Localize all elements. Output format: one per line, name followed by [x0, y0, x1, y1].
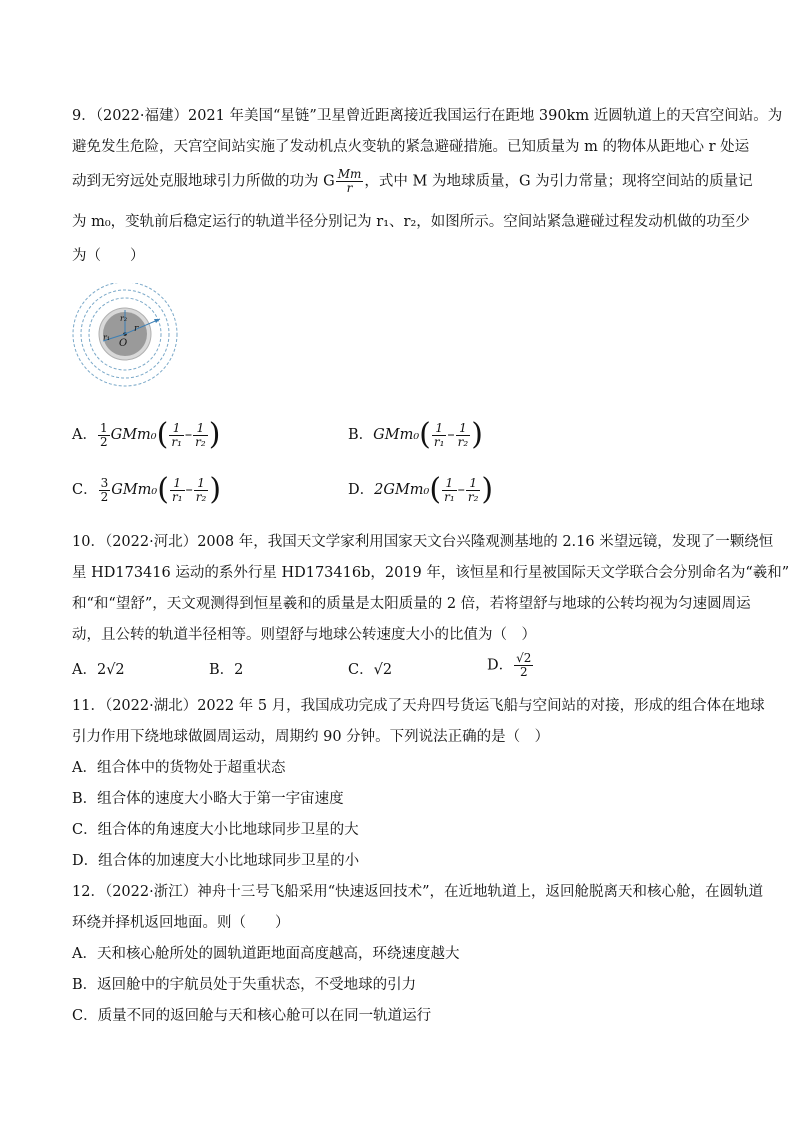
q9-option-b-body: GMm₀ — [373, 427, 420, 443]
q11-line-1: 11．（2022·湖北）2022 年 5 月，我国成功完成了天舟四号货运飞船与空间站的对接，形成的组合体在地球 — [72, 698, 765, 714]
frac-num: 1 — [169, 422, 184, 436]
r2-label: r₂ — [120, 314, 128, 323]
q9-option-a-coef-num: 1 — [99, 420, 108, 435]
q12-option-b: B．返回舱中的宇航员处于失重状态，不受地球的引力 — [72, 977, 417, 993]
frac-den: r₂ — [467, 489, 479, 504]
q10-line-3: 和“和“望舒”，天文观测得到恒星羲和的质量是太阳质量的 2 倍，若将望舒与地球的公转均视为匀速圆周运 — [72, 596, 751, 612]
minus-sign: – — [447, 427, 455, 443]
left-paren: ( — [419, 417, 431, 452]
q11-option-a: A．组合体中的货物处于超重状态 — [72, 760, 286, 776]
q9-option-c-label: C． — [72, 482, 98, 498]
q10-option-c: C．√2 — [348, 662, 393, 678]
q10-option-a: A．2√2 — [72, 662, 125, 678]
q9-line-4: 为 m₀，变轨前后稳定运行的轨道半径分别记为 r₁、r₂，如图所示。空间站紧急避碰过程发动机做的功至少 — [72, 214, 750, 230]
q9-option-a-coef-den: 2 — [99, 434, 108, 449]
q10-line-1: 10．（2022·河北）2008 年，我国天文学家利用国家天文台兴隆观测基地的 2.16 米望远镜，发现了一颗绕恒 — [72, 534, 774, 550]
q10-option-d-num: √2 — [516, 651, 532, 665]
q9-line-1: 9．（2022·福建）2021 年美国“星链”卫星曾近距离接近我国运行在距地 390km 近圆轨道上的天宫空间站。为 — [72, 108, 783, 124]
q10-line-2: 星 HD173416 运动的系外行星 HD173416b，2019 年，该恒星和行星被国际天文学联合会分别命名为“羲和” — [72, 565, 790, 581]
frac-1-r2 — [456, 422, 471, 449]
q10-option-d-label: D． — [487, 657, 514, 674]
frac-num: 1 — [194, 477, 209, 491]
q11-line-2: 引力作用下绕地球做圆周运动，周期约 90 分钟。下列说法正确的是（ ） — [72, 729, 550, 745]
left-paren: ( — [156, 417, 169, 452]
minus-sign: – — [457, 482, 465, 498]
q9-option-c-coef-num: 3 — [100, 475, 109, 490]
q9-option-b — [348, 417, 483, 452]
q9-option-a-coef — [98, 422, 110, 449]
frac-1-r1 — [442, 477, 457, 504]
frac-den: r₁ — [171, 434, 182, 449]
q9-line-2: 避免发生危险，天宫空间站实施了发动机点火变轨的紧急避碰措施。已知质量为 m 的物体从距地心 r 处运 — [72, 139, 750, 155]
frac-den: r₂ — [457, 434, 469, 449]
q11-option-c: C．组合体的角速度大小比地球同步卫星的大 — [72, 822, 359, 838]
q10-option-d — [487, 652, 534, 679]
right-paren: ) — [208, 417, 221, 452]
left-paren: ( — [157, 472, 169, 507]
work-fraction-den: r — [346, 181, 353, 195]
frac-1-r1 — [432, 422, 447, 449]
center-label: O — [119, 338, 128, 349]
minus-sign: – — [185, 482, 193, 498]
right-paren: ) — [471, 417, 483, 452]
q11-option-b: B．组合体的速度大小略大于第一宇宙速度 — [72, 791, 344, 807]
r1-label: r₁ — [103, 333, 111, 342]
minus-sign: – — [184, 427, 193, 443]
frac-1-r2 — [466, 477, 481, 504]
q9-option-c-coef-den: 2 — [100, 489, 109, 504]
frac-den: r₁ — [433, 434, 445, 449]
frac-num: 1 — [466, 477, 481, 491]
q9-line-3-start: 动到无穷远处克服地球引力所做的功为 G — [72, 173, 335, 190]
q10-line-4: 动，且公转的轨道半径相等。则望舒与地球公转速度大小的比值为（ ） — [72, 627, 536, 643]
frac-num: 1 — [432, 422, 447, 436]
frac-den: r₁ — [171, 489, 183, 504]
q9-option-a-body: GMm₀ — [110, 427, 157, 443]
q9-option-a — [72, 417, 221, 452]
frac-den: r₂ — [195, 489, 207, 504]
left-paren: ( — [429, 472, 442, 507]
q10-option-b: B．2 — [209, 662, 244, 678]
q12-option-a: A．天和核心舱所处的圆轨道距地面高度越高，环绕速度越大 — [72, 946, 460, 962]
q9-option-a-label: A． — [72, 427, 97, 443]
q11-option-d: D．组合体的加速度大小比地球同步卫星的小 — [72, 853, 360, 869]
orbit-diagram — [70, 283, 182, 389]
q9-option-c-body: GMm₀ — [111, 482, 158, 498]
q9-line-5: 为（ ） — [72, 248, 145, 264]
q10-option-d-den: 2 — [519, 665, 528, 679]
right-paren: ) — [481, 472, 494, 507]
frac-1-r2 — [194, 477, 209, 504]
frac-1-r1 — [170, 477, 185, 504]
r-label: r — [134, 324, 139, 334]
q9-option-c-coef — [99, 477, 111, 504]
q10-option-d-frac — [514, 652, 533, 679]
orbit-diagram-svg — [70, 283, 182, 389]
frac-num: 1 — [193, 422, 208, 436]
frac-1-r1 — [169, 422, 184, 449]
frac-den: r₂ — [195, 434, 206, 449]
frac-1-r2 — [193, 422, 208, 449]
work-fraction — [336, 168, 364, 195]
q12-line-2: 环绕并择机返回地面。则（ ） — [72, 915, 290, 931]
right-paren: ) — [209, 472, 222, 507]
q12-option-c: C．质量不同的返回舱与天和核心舱可以在同一轨道运行 — [72, 1008, 432, 1024]
work-fraction-num: Mm — [337, 167, 362, 181]
q9-option-c — [72, 472, 222, 507]
q9-line-3-end: ，式中 M 为地球质量，G 为引力常量；现将空间站的质量记 — [364, 173, 753, 190]
q9-option-b-label: B． — [348, 427, 374, 443]
frac-num: 1 — [456, 422, 471, 436]
q9-option-d-label: D． — [348, 482, 375, 498]
q9-option-d — [348, 472, 494, 507]
q9-line-3 — [72, 167, 753, 195]
q12-line-1: 12．（2022·浙江）神舟十三号飞船采用“快速返回技术”，在近地轨道上，返回舱脱离天和核心舱，在圆轨道 — [72, 884, 764, 900]
q9-option-d-body: 2GMm₀ — [374, 482, 430, 498]
frac-num: 1 — [170, 477, 185, 491]
frac-den: r₁ — [444, 489, 455, 504]
frac-num: 1 — [442, 477, 457, 491]
